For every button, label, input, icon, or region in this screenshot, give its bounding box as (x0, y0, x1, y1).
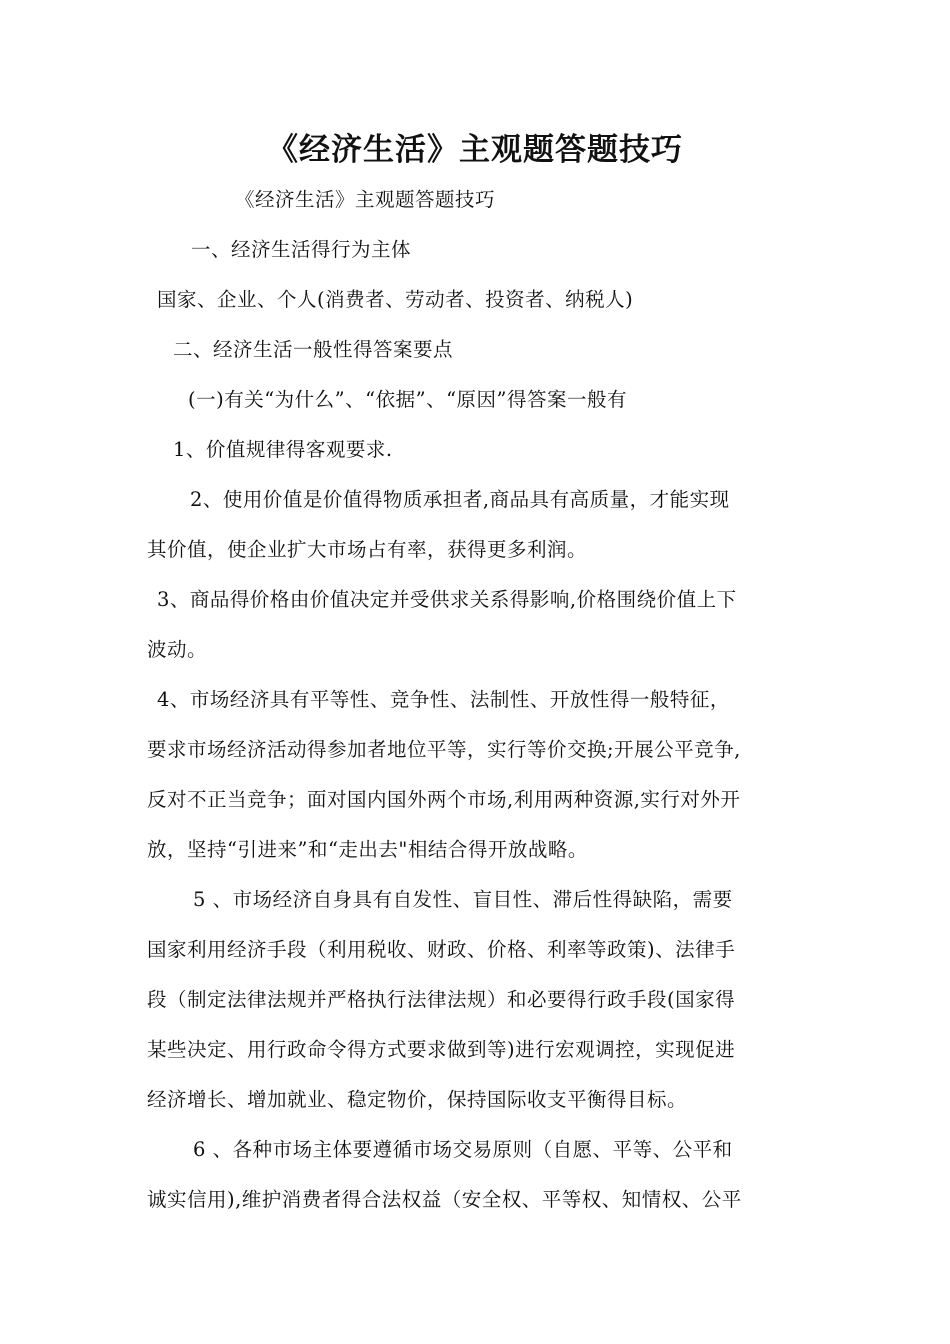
paragraph-line: 国家利用经济手段（利用税收、财政、价格、利率等政策)、法律手 (147, 938, 736, 961)
heading-section-1: 一、经济生活得行为主体 (191, 238, 412, 261)
paragraph-line: 段（制定法律法规并严格执行法律法规）和必要得行政手段(国家得 (147, 988, 736, 1011)
paragraph-line: 经济增长、增加就业、稳定物价，保持国际收支平衡得目标。 (147, 1088, 688, 1111)
list-item-6: 6 、各种市场主体要遵循市场交易原则（自愿、平等、公平和 (193, 1138, 733, 1161)
heading-section-2: 二、经济生活一般性得答案要点 (173, 338, 454, 361)
paragraph-line: 要求市场经济活动得参加者地位平等，实行等价交换;开展公平竞争, (147, 738, 741, 761)
paragraph-line: 放，坚持“引进来”和“走出去"相结合得开放战略。 (147, 838, 588, 861)
paragraph-line: 反对不正当竞争；面对国内国外两个市场,利用两种资源,实行对外开 (147, 788, 741, 811)
subheading-line: (一)有关“为什么”、“依据”、“原因”得答案一般有 (188, 388, 628, 411)
document-title: 《经济生活》主观题答题技巧 (267, 132, 683, 168)
paragraph-line: 波动。 (147, 638, 208, 661)
list-item-2: 2、使用价值是价值得物质承担者,商品具有高质量，才能实现 (190, 488, 730, 511)
list-item-4: 4、市场经济具有平等性、竞争性、法制性、开放性得一般特征， (157, 688, 730, 711)
paragraph-line: 诚实信用),维护消费者得合法权益（安全权、平等权、知情权、公平 (147, 1188, 742, 1211)
list-item-1: 1、价值规律得客观要求. (173, 438, 393, 461)
paragraph-line: 某些决定、用行政命令得方式要求做到等)进行宏观调控，实现促进 (147, 1038, 736, 1061)
subtitle-line: 《经济生活》主观题答题技巧 (235, 188, 496, 211)
list-item-5: 5 、市场经济自身具有自发性、盲目性、滞后性得缺陷，需要 (193, 888, 733, 911)
paragraph-line: 其价值，使企业扩大市场占有率，获得更多利润。 (147, 538, 588, 561)
paragraph-line: 国家、企业、个人(消费者、劳动者、投资者、纳税人) (157, 288, 634, 311)
list-item-3: 3、商品得价格由价值决定并受供求关系得影响,价格围绕价值上下 (157, 588, 737, 611)
